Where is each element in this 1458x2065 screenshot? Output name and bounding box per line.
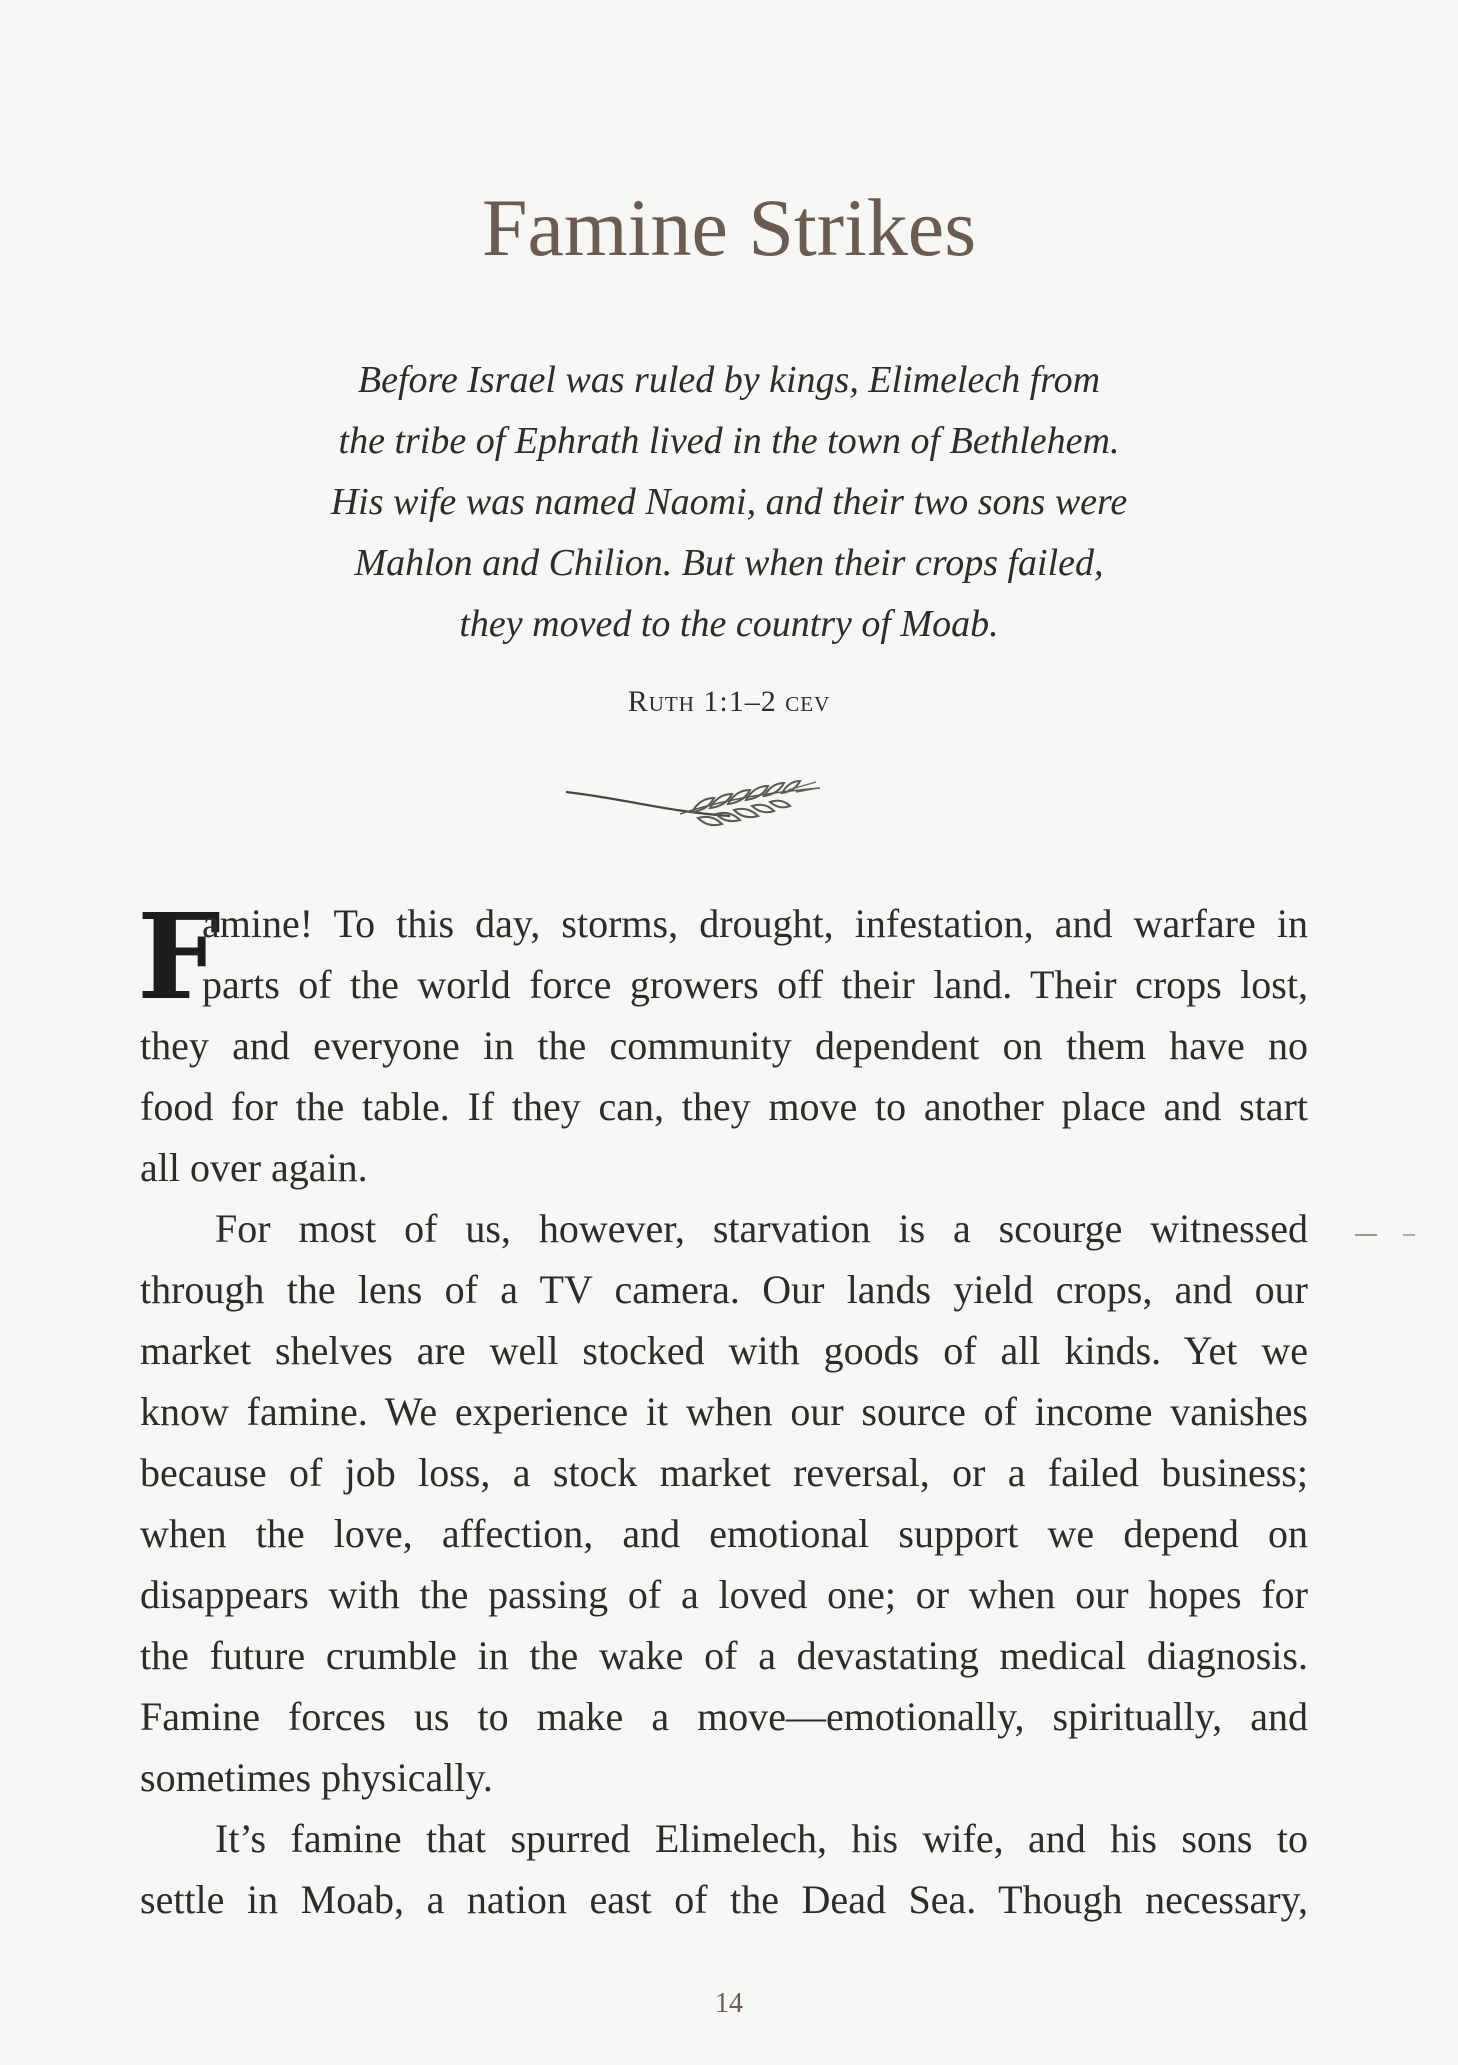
- paragraph-line: parts of the world force growers off their land. Their crops lost,: [202, 962, 1308, 1007]
- epigraph-line: His wife was named Naomi, and their two sons were: [330, 481, 1128, 523]
- scripture-reference: Ruth 1:1–2 cev: [627, 685, 831, 718]
- paragraph-line: when the love, affection, and emotional support we depend on: [140, 1511, 1308, 1556]
- body-text: [140, 893, 1308, 1930]
- epigraph-line: Before Israel was ruled by kings, Elimelech from: [357, 359, 1101, 401]
- scan-margin-mark: [1355, 1233, 1435, 1237]
- paragraph-line: For most of us, however, starvation is a scourge witnessed: [215, 1206, 1308, 1251]
- paragraph-line: the future crumble in the wake of a devastating medical diagnosis.: [140, 1633, 1308, 1678]
- paragraph-line: settle in Moab, a nation east of the Dead Sea. Though necessary,: [140, 1877, 1308, 1922]
- paragraph-line: through the lens of a TV camera. Our lands yield crops, and our: [140, 1267, 1308, 1312]
- epigraph-line: Mahlon and Chilion. But when their crops failed,: [354, 542, 1104, 584]
- epigraph: [0, 350, 1458, 655]
- paragraph-line: they and everyone in the community dependent on them have no: [140, 1023, 1308, 1068]
- wheat-sprig-icon: [560, 768, 860, 848]
- paragraph-line: amine! To this day, storms, drought, infestation, and warfare in: [202, 901, 1308, 946]
- page-number: 14: [715, 1988, 743, 2019]
- paragraph-line: sometimes physically.: [140, 1755, 493, 1800]
- epigraph-line: they moved to the country of Moab.: [459, 603, 999, 645]
- page-title: Famine Strikes: [481, 182, 977, 273]
- paragraph-line: It’s famine that spurred Elimelech, his wife, and his sons to: [215, 1816, 1308, 1861]
- epigraph-line: the tribe of Ephrath lived in the town of Bethlehem.: [338, 420, 1120, 462]
- paragraph-line: Famine forces us to make a move—emotionally, spiritually, and: [140, 1694, 1308, 1739]
- paragraph-line: food for the table. If they can, they move to another place and start: [140, 1084, 1308, 1129]
- paragraph-line: because of job loss, a stock market reversal, or a failed business;: [140, 1450, 1308, 1495]
- paragraph-line: market shelves are well stocked with goods of all kinds. Yet we: [140, 1328, 1308, 1373]
- drop-cap: F: [137, 887, 221, 1026]
- paragraph-line: disappears with the passing of a loved one; or when our hopes for: [140, 1572, 1308, 1617]
- paragraph-line: all over again.: [140, 1145, 368, 1190]
- paragraph-line: know famine. We experience it when our source of income vanishes: [140, 1389, 1308, 1434]
